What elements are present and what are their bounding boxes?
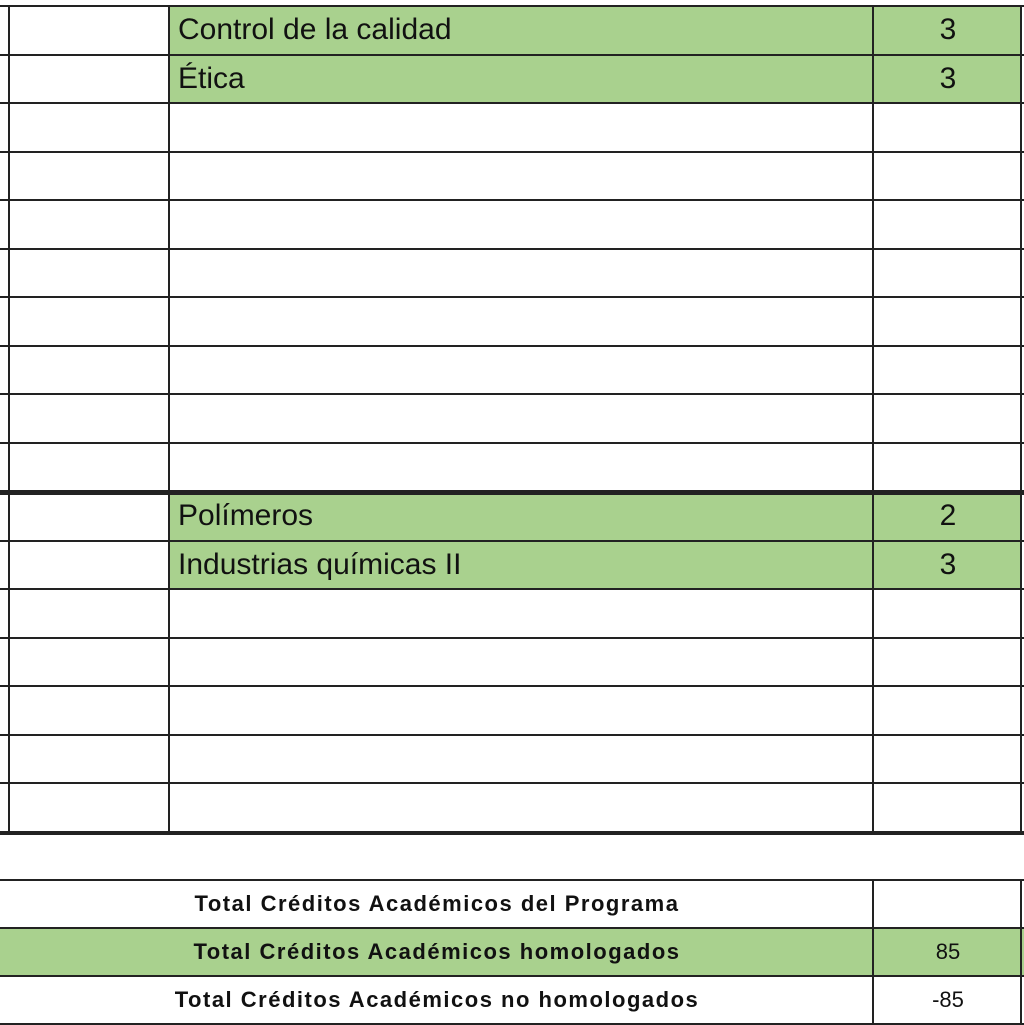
blank-cell[interactable] (10, 152, 170, 201)
subject-name-cell[interactable] (170, 443, 874, 492)
credits-cell[interactable] (874, 346, 1022, 395)
subject-name-cell[interactable] (170, 686, 874, 735)
grid-vline (1020, 880, 1022, 1024)
subject-name-cell[interactable] (170, 249, 874, 298)
totals-label: Total Créditos Académicos no homologados (174, 987, 700, 1012)
grid-hline (0, 637, 1024, 639)
table-row (0, 55, 1024, 104)
grid-hline (0, 831, 1024, 835)
table-row (0, 394, 1024, 443)
grid-vline (872, 880, 874, 1024)
grid-vline (168, 6, 170, 491)
table-row (0, 6, 1024, 55)
table-row (0, 103, 1024, 152)
blank-cell[interactable] (10, 6, 170, 55)
blank-cell[interactable] (10, 249, 170, 298)
subject-name-cell[interactable] (170, 297, 874, 346)
grid-hline (0, 540, 1024, 542)
grid-vline (8, 6, 10, 491)
credits-cell[interactable]: 2 (874, 492, 1022, 541)
subject-name-cell[interactable] (170, 346, 874, 395)
grid-hline (0, 199, 1024, 201)
grid-hline (0, 296, 1024, 298)
grid-hline (0, 5, 1024, 7)
subject-name-cell[interactable] (170, 589, 874, 638)
grid-hline (0, 442, 1024, 444)
subject-name-cell[interactable] (170, 394, 874, 443)
table-row (0, 152, 1024, 201)
credits-cell[interactable]: 3 (874, 55, 1022, 104)
subject-name-cell[interactable] (170, 200, 874, 249)
blank-cell[interactable] (10, 297, 170, 346)
credits-cell[interactable] (874, 783, 1022, 832)
grid-hline (0, 491, 1024, 495)
totals-value-cell[interactable]: 85 (935, 939, 961, 964)
credits-cell[interactable] (874, 152, 1022, 201)
grid-hline (0, 782, 1024, 784)
credits-cell[interactable] (874, 103, 1022, 152)
grid-vline (168, 492, 170, 832)
blank-cell[interactable] (10, 103, 170, 152)
subject-name-cell[interactable]: Control de la calidad (170, 6, 874, 55)
subject-name-cell[interactable] (170, 152, 874, 201)
credits-cell[interactable] (874, 686, 1022, 735)
blank-cell[interactable] (10, 346, 170, 395)
grid-vline (872, 6, 874, 491)
grid-hline (0, 734, 1024, 736)
totals-row (0, 880, 1024, 928)
table-row (0, 200, 1024, 249)
grid-vline (1020, 492, 1022, 832)
credits-cell[interactable] (874, 589, 1022, 638)
blank-cell[interactable] (10, 589, 170, 638)
credits-cell[interactable]: 3 (874, 6, 1022, 55)
grid-hline (0, 54, 1024, 56)
totals-value-cell[interactable] (874, 880, 1022, 928)
subject-name-cell[interactable]: Polímeros (170, 492, 874, 541)
grid-hline (0, 345, 1024, 347)
credits-cell[interactable] (874, 297, 1022, 346)
credits-cell[interactable]: 3 (874, 541, 1022, 590)
grid-hline (0, 879, 1024, 881)
subject-name-cell[interactable]: Ética (170, 55, 874, 104)
grid-hline (0, 927, 1024, 929)
totals-label: Total Créditos Académicos del Programa (194, 891, 680, 916)
table-row (0, 735, 1024, 784)
totals-row (0, 976, 1024, 1024)
totals-label: Total Créditos Académicos homologados (193, 939, 681, 964)
blank-cell[interactable] (10, 735, 170, 784)
grid-hline (0, 975, 1024, 977)
table-row (0, 686, 1024, 735)
grid-hline (0, 102, 1024, 104)
credits-cell[interactable] (874, 249, 1022, 298)
table-row (0, 249, 1024, 298)
totals-value-cell[interactable]: -85 (932, 987, 964, 1012)
table-row (0, 541, 1024, 590)
grid-hline (0, 393, 1024, 395)
subject-name-cell[interactable] (170, 638, 874, 687)
grid-vline (872, 492, 874, 832)
subject-name-cell[interactable] (170, 103, 874, 152)
grid-vline (8, 492, 10, 832)
blank-cell[interactable] (10, 443, 170, 492)
blank-cell[interactable] (10, 783, 170, 832)
blank-cell[interactable] (10, 200, 170, 249)
blank-cell[interactable] (10, 55, 170, 104)
blank-cell[interactable] (10, 541, 170, 590)
blank-cell[interactable] (10, 686, 170, 735)
table-row (0, 589, 1024, 638)
grid-hline (0, 588, 1024, 590)
blank-cell[interactable] (10, 492, 170, 541)
credits-cell[interactable] (874, 735, 1022, 784)
subject-name-cell[interactable]: Industrias químicas II (170, 541, 874, 590)
credits-cell[interactable] (874, 200, 1022, 249)
table-row (0, 492, 1024, 541)
credits-cell[interactable] (874, 638, 1022, 687)
credits-cell[interactable] (874, 443, 1022, 492)
subject-name-cell[interactable] (170, 783, 874, 832)
table-row (0, 783, 1024, 832)
grid-hline (0, 685, 1024, 687)
blank-cell[interactable] (10, 394, 170, 443)
table-row (0, 297, 1024, 346)
table-row (0, 443, 1024, 492)
credits-cell[interactable] (874, 394, 1022, 443)
table-row (0, 638, 1024, 687)
table-row (0, 346, 1024, 395)
grid-hline (0, 151, 1024, 153)
subject-name-cell[interactable] (170, 735, 874, 784)
grid-vline (1020, 6, 1022, 491)
grid-hline (0, 248, 1024, 250)
blank-cell[interactable] (10, 638, 170, 687)
totals-row (0, 928, 1024, 976)
